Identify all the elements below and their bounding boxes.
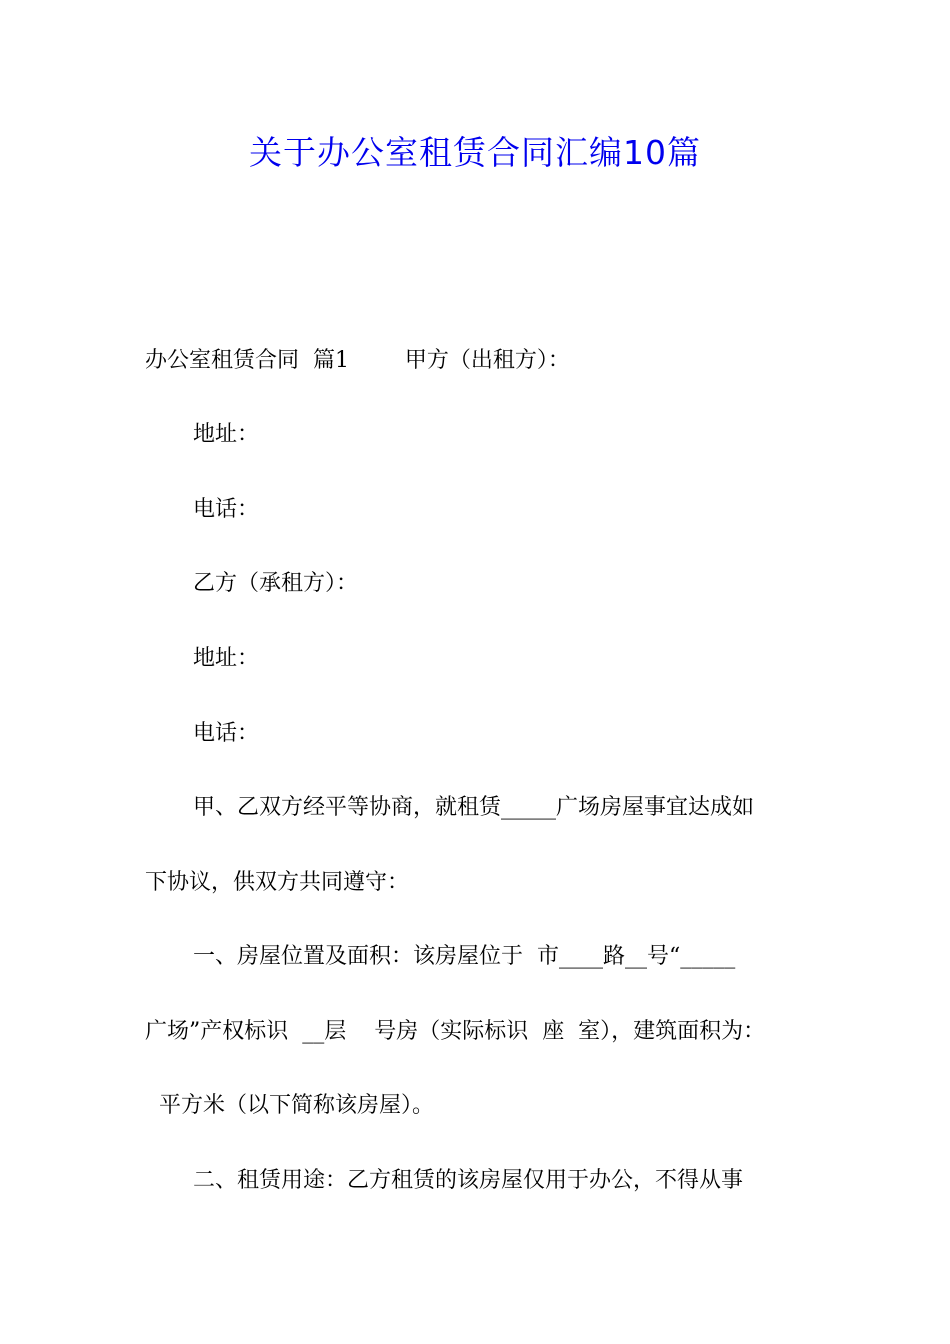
- party-a-address-label: 地址：: [193, 422, 260, 447]
- party-a-phone-label: 电话：: [193, 497, 260, 522]
- party-b-address-label: 地址：: [193, 646, 260, 671]
- party-b-phone-label: 电话：: [193, 721, 260, 746]
- document-title: 关于办公室租赁合同汇编10篇: [249, 133, 701, 172]
- clause-1-line-2: 广场”产权标识 __层 号房（实际标识 座 室），建筑面积为：: [145, 1019, 766, 1044]
- party-b-heading: 乙方（承租方）：: [193, 571, 359, 596]
- agreement-intro-line-2: 下协议，供双方共同遵守：: [145, 870, 410, 895]
- clause-1-line-3: 平方米（以下简称该房屋）。: [145, 1093, 434, 1118]
- section-heading-line: 办公室租赁合同 篇1 甲方（出租方）：: [145, 348, 570, 373]
- agreement-intro-line-1: 甲、乙双方经平等协商，就租赁_____广场房屋事宜达成如: [193, 795, 755, 820]
- clause-2-line-1: 二、租赁用途：乙方租赁的该房屋仅用于办公，不得从事: [193, 1168, 744, 1193]
- clause-1-line-1: 一、房屋位置及面积：该房屋位于 市____路__号“_____: [193, 944, 736, 969]
